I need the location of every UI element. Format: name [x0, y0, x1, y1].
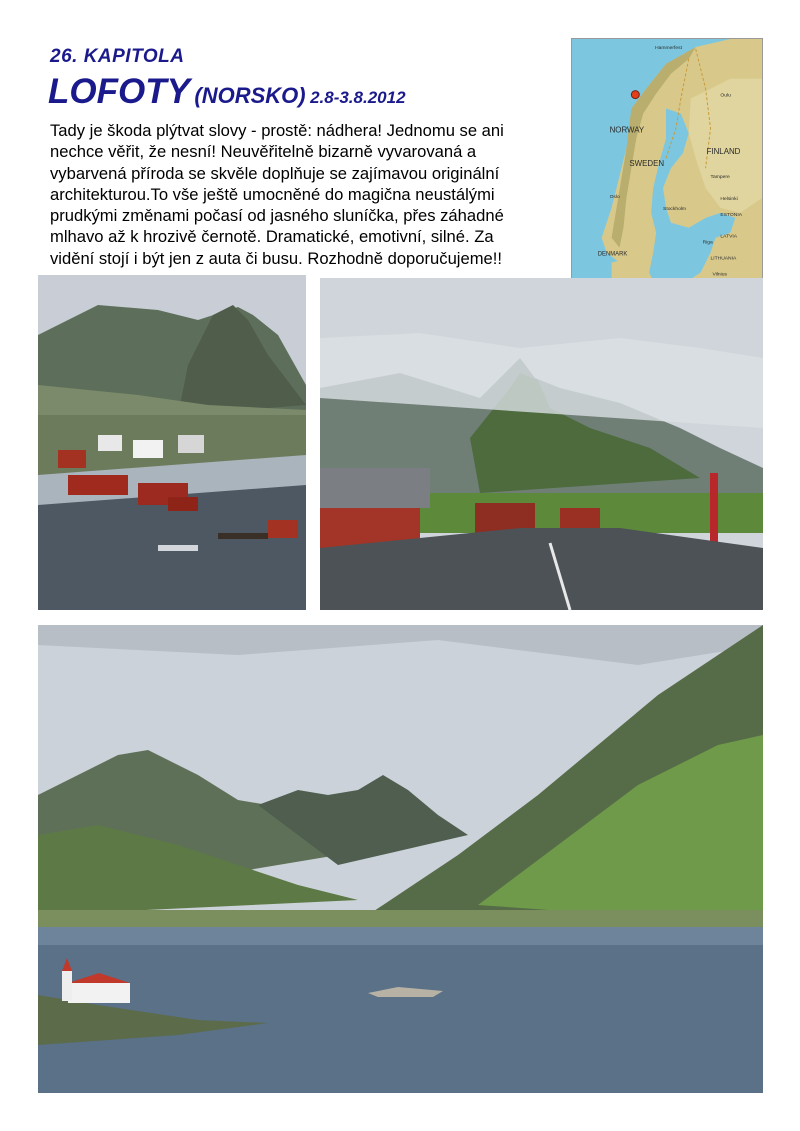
map-label: Vilnius: [712, 272, 727, 278]
map-label: Helsinki: [720, 196, 738, 202]
photo-village: [38, 275, 306, 610]
photo-fjord: [38, 625, 763, 1093]
map-label: Riga: [702, 240, 713, 246]
intro-line: mlhavo až k hrozivě černotě. Dramatické, emotivní, silné. Za: [50, 227, 494, 247]
map-label: ESTONIA: [720, 212, 742, 218]
map-label: NORWAY: [609, 125, 645, 135]
intro-line: architekturou.To vše ještě umocněné do magična neustálými: [50, 184, 495, 204]
map-label: Oulu: [720, 93, 731, 99]
map-label: LATVIA: [720, 234, 738, 240]
map-label: SWEDEN: [629, 159, 665, 169]
map-label: LITHUANIA: [710, 256, 737, 262]
intro-line: prudkými změnami počasí od jasného sluníčka, přes záhadné: [50, 206, 504, 226]
title-dates: 2.8-3.8.2012: [310, 88, 406, 107]
chapter-heading: 26. KAPITOLA: [50, 46, 185, 67]
title-country: (NORSKO): [194, 83, 306, 108]
map-label: Hammerfest: [655, 45, 682, 51]
map-label: DENMARK: [597, 251, 628, 258]
intro-line: Tady je škoda plýtvat slovy - prostě: nádhera! Jednomu se ani: [50, 121, 504, 140]
photo-road: [320, 278, 763, 610]
intro-line: vidění stojí i být jen z auta či busu. Rozhodně doporučujeme!!: [50, 248, 502, 268]
map-label: FINLAND: [706, 147, 741, 157]
map-label: Tampere: [710, 175, 730, 181]
map-label: Oslo: [609, 194, 620, 200]
intro-line: nechce věřit, že nesní! Neuvěřitelně bizarně vyvarovaná a: [50, 142, 477, 162]
page-title: [48, 72, 406, 112]
intro-text: [50, 120, 572, 269]
map-label: Stockholm: [663, 206, 687, 212]
intro-line: vybarvená příroda se skvěle doplňuje se zajímavou originální: [50, 163, 500, 183]
title-main: LOFOTY: [48, 72, 190, 111]
